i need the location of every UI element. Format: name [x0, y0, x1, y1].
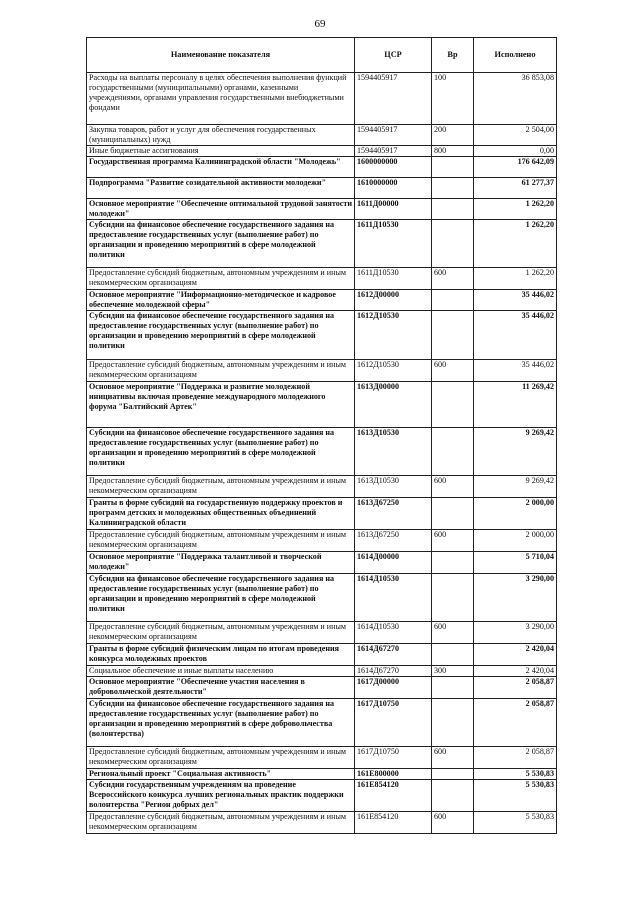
table-row [87, 360, 557, 382]
table-row [87, 73, 557, 125]
csr-code-cell: 1611Д10530 [355, 268, 432, 290]
csr-code-cell: 1594405917 [355, 125, 432, 146]
table-row [87, 157, 557, 178]
table-row [87, 146, 557, 157]
vr-code-cell [432, 220, 474, 268]
table-row [87, 812, 557, 834]
executed-amount-cell: 2 504,00 [474, 125, 557, 146]
vr-code-cell [432, 574, 474, 622]
executed-amount-cell: 1 262,20 [474, 199, 557, 220]
table-row [87, 622, 557, 644]
vr-code-cell: 600 [432, 476, 474, 498]
executed-amount-cell: 3 290,00 [474, 622, 557, 644]
table-row [87, 428, 557, 476]
indicator-name-cell: Основное мероприятие "Информационно-методическое и кадровое обеспечение молодежной сферы" [87, 290, 355, 311]
table-row [87, 382, 557, 428]
executed-amount-cell: 2 058,87 [474, 677, 557, 699]
table-row [87, 574, 557, 622]
csr-code-cell: 1617Д10750 [355, 699, 432, 747]
vr-code-cell [432, 311, 474, 360]
executed-amount-cell: 9 269,42 [474, 428, 557, 476]
csr-code-cell: 1613Д67250 [355, 530, 432, 552]
csr-code-cell: 161E800000 [355, 769, 432, 780]
executed-amount-cell: 3 290,00 [474, 574, 557, 622]
indicator-name-cell: Основное мероприятие "Обеспечение участия населения в добровольческой деятельности" [87, 677, 355, 699]
vr-code-cell: 600 [432, 747, 474, 769]
indicator-name-cell: Предоставление субсидий бюджетным, автономным учреждениям и иным некоммерческим организациям [87, 812, 355, 834]
indicator-name-cell: Субсидии государственным учреждениям на проведение Всероссийского конкурса лучших региональных практик поддержки волонтерства "Регион добрых дел" [87, 780, 355, 812]
table-body [87, 73, 557, 834]
column-header-executed: Исполнено [474, 38, 557, 73]
vr-code-cell [432, 699, 474, 747]
table-row [87, 125, 557, 146]
executed-amount-cell: 35 446,02 [474, 290, 557, 311]
vr-code-cell [432, 769, 474, 780]
executed-amount-cell: 5 530,83 [474, 780, 557, 812]
indicator-name-cell: Предоставление субсидий бюджетным, автономным учреждениям и иным некоммерческим организациям [87, 268, 355, 290]
csr-code-cell: 1613Д67250 [355, 498, 432, 530]
csr-code-cell: 1612Д00000 [355, 290, 432, 311]
indicator-name-cell: Гранты в форме субсидий физическим лицам по итогам проведения конкурса молодежных проектов [87, 644, 355, 666]
indicator-name-cell: Субсидии на финансовое обеспечение государственного задания на предоставление государственных услуг (выполнение работ) по организации и проведению мероприятий в сфере добровольчества (волонтерства) [87, 699, 355, 747]
indicator-name-cell: Предоставление субсидий бюджетным, автономным учреждениям и иным некоммерческим организациям [87, 530, 355, 552]
column-header-csr: ЦСР [355, 38, 432, 73]
csr-code-cell: 1613Д10530 [355, 476, 432, 498]
table-row [87, 747, 557, 769]
indicator-name-cell: Расходы на выплаты персоналу в целях обеспечения выполнения функций государственными (муниципальными) органами, казенными учреждениями, органами управления государственными внебюджетными фондами [87, 73, 355, 125]
vr-code-cell [432, 428, 474, 476]
csr-code-cell: 1594405917 [355, 146, 432, 157]
csr-code-cell: 1613Д00000 [355, 382, 432, 428]
vr-code-cell: 800 [432, 146, 474, 157]
csr-code-cell: 1611Д00000 [355, 199, 432, 220]
csr-code-cell: 161E854120 [355, 812, 432, 834]
executed-amount-cell: 1 262,20 [474, 220, 557, 268]
executed-amount-cell: 61 277,37 [474, 178, 557, 199]
column-header-indicator-name: Наименование показателя [87, 38, 355, 73]
executed-amount-cell: 2 420,04 [474, 666, 557, 677]
table-row [87, 769, 557, 780]
executed-amount-cell: 11 269,42 [474, 382, 557, 428]
csr-code-cell: 1614Д10530 [355, 622, 432, 644]
csr-code-cell: 1611Д10530 [355, 220, 432, 268]
table-row [87, 699, 557, 747]
table-row [87, 780, 557, 812]
executed-amount-cell: 2 000,00 [474, 530, 557, 552]
executed-amount-cell: 5 530,83 [474, 769, 557, 780]
csr-code-cell: 1614Д10530 [355, 574, 432, 622]
budget-execution-table [86, 37, 557, 834]
csr-code-cell: 1610000000 [355, 178, 432, 199]
vr-code-cell [432, 780, 474, 812]
table-row [87, 530, 557, 552]
vr-code-cell [432, 290, 474, 311]
indicator-name-cell: Предоставление субсидий бюджетным, автономным учреждениям и иным некоммерческим организациям [87, 360, 355, 382]
table-row [87, 644, 557, 666]
vr-code-cell [432, 644, 474, 666]
indicator-name-cell: Подпрограмма "Развитие созидательной активности молодежи" [87, 178, 355, 199]
vr-code-cell: 600 [432, 530, 474, 552]
vr-code-cell [432, 382, 474, 428]
executed-amount-cell: 176 642,09 [474, 157, 557, 178]
vr-code-cell: 600 [432, 360, 474, 382]
executed-amount-cell: 9 269,42 [474, 476, 557, 498]
indicator-name-cell: Основное мероприятие "Поддержка и развитие молодежной инициативы включая проведение международного молодежного форума "Балтийский Артек" [87, 382, 355, 428]
indicator-name-cell: Субсидии на финансовое обеспечение государственного задания на предоставление государственных услуг (выполнение работ) по организации и проведению мероприятий в сфере молодежной политики [87, 428, 355, 476]
vr-code-cell [432, 552, 474, 574]
csr-code-cell: 1613Д10530 [355, 428, 432, 476]
vr-code-cell: 600 [432, 268, 474, 290]
table-row [87, 178, 557, 199]
executed-amount-cell: 35 446,02 [474, 311, 557, 360]
vr-code-cell [432, 199, 474, 220]
executed-amount-cell: 36 853,08 [474, 73, 557, 125]
table-header-row [87, 38, 557, 73]
indicator-name-cell: Закупка товаров, работ и услуг для обеспечения государственных (муниципальных) нужд [87, 125, 355, 146]
executed-amount-cell: 2 058,87 [474, 747, 557, 769]
indicator-name-cell: Гранты в форме субсидий на государственную поддержку проектов и программ детских и молодежных общественных объединений Калининградской области [87, 498, 355, 530]
indicator-name-cell: Основное мероприятие "Обеспечение оптимальной трудовой занятости молодежи" [87, 199, 355, 220]
table-row [87, 220, 557, 268]
indicator-name-cell: Субсидии на финансовое обеспечение государственного задания на предоставление государственных услуг (выполнение работ) по организации и проведению мероприятий в сфере молодежной политики [87, 574, 355, 622]
indicator-name-cell: Субсидии на финансовое обеспечение государственного задания на предоставление государственных услуг (выполнение работ) по организации и проведению мероприятий в сфере молодежной политики [87, 311, 355, 360]
executed-amount-cell: 5 530,83 [474, 812, 557, 834]
vr-code-cell [432, 157, 474, 178]
vr-code-cell: 100 [432, 73, 474, 125]
table-row [87, 311, 557, 360]
table-row [87, 552, 557, 574]
csr-code-cell: 1614Д67270 [355, 644, 432, 666]
csr-code-cell: 1612Д10530 [355, 360, 432, 382]
csr-code-cell: 161E854120 [355, 780, 432, 812]
executed-amount-cell: 35 446,02 [474, 360, 557, 382]
csr-code-cell: 1617Д00000 [355, 677, 432, 699]
executed-amount-cell: 1 262,20 [474, 268, 557, 290]
csr-code-cell: 1594405917 [355, 73, 432, 125]
vr-code-cell [432, 498, 474, 530]
csr-code-cell: 1617Д10750 [355, 747, 432, 769]
page-number: 69 [314, 18, 326, 30]
csr-code-cell: 1614Д00000 [355, 552, 432, 574]
table-row [87, 498, 557, 530]
indicator-name-cell: Предоставление субсидий бюджетным, автономным учреждениям и иным некоммерческим организациям [87, 747, 355, 769]
table-row [87, 677, 557, 699]
indicator-name-cell: Социальное обеспечение и иные выплаты населению [87, 666, 355, 677]
indicator-name-cell: Иные бюджетные ассигнования [87, 146, 355, 157]
csr-code-cell: 1612Д10530 [355, 311, 432, 360]
executed-amount-cell: 2 058,87 [474, 699, 557, 747]
indicator-name-cell: Региональный проект "Социальная активность" [87, 769, 355, 780]
vr-code-cell: 200 [432, 125, 474, 146]
vr-code-cell: 600 [432, 812, 474, 834]
executed-amount-cell: 2 000,00 [474, 498, 557, 530]
vr-code-cell: 300 [432, 666, 474, 677]
indicator-name-cell: Предоставление субсидий бюджетным, автономным учреждениям и иным некоммерческим организациям [87, 476, 355, 498]
table-row [87, 290, 557, 311]
csr-code-cell: 1600000000 [355, 157, 432, 178]
indicator-name-cell: Субсидии на финансовое обеспечение государственного задания на предоставление государственных услуг (выполнение работ) по организации и проведению мероприятий в сфере молодежной политики [87, 220, 355, 268]
table-row [87, 666, 557, 677]
executed-amount-cell: 5 710,04 [474, 552, 557, 574]
executed-amount-cell: 0,00 [474, 146, 557, 157]
table-row [87, 268, 557, 290]
csr-code-cell: 1614Д67270 [355, 666, 432, 677]
column-header-vr: Вр [432, 38, 474, 73]
table-row [87, 199, 557, 220]
indicator-name-cell: Государственная программа Калининградской области "Молодежь" [87, 157, 355, 178]
vr-code-cell [432, 677, 474, 699]
table-row [87, 476, 557, 498]
indicator-name-cell: Основное мероприятие "Поддержка талантливой и творческой молодежи" [87, 552, 355, 574]
vr-code-cell: 600 [432, 622, 474, 644]
indicator-name-cell: Предоставление субсидий бюджетным, автономным учреждениям и иным некоммерческим организациям [87, 622, 355, 644]
vr-code-cell [432, 178, 474, 199]
executed-amount-cell: 2 420,04 [474, 644, 557, 666]
